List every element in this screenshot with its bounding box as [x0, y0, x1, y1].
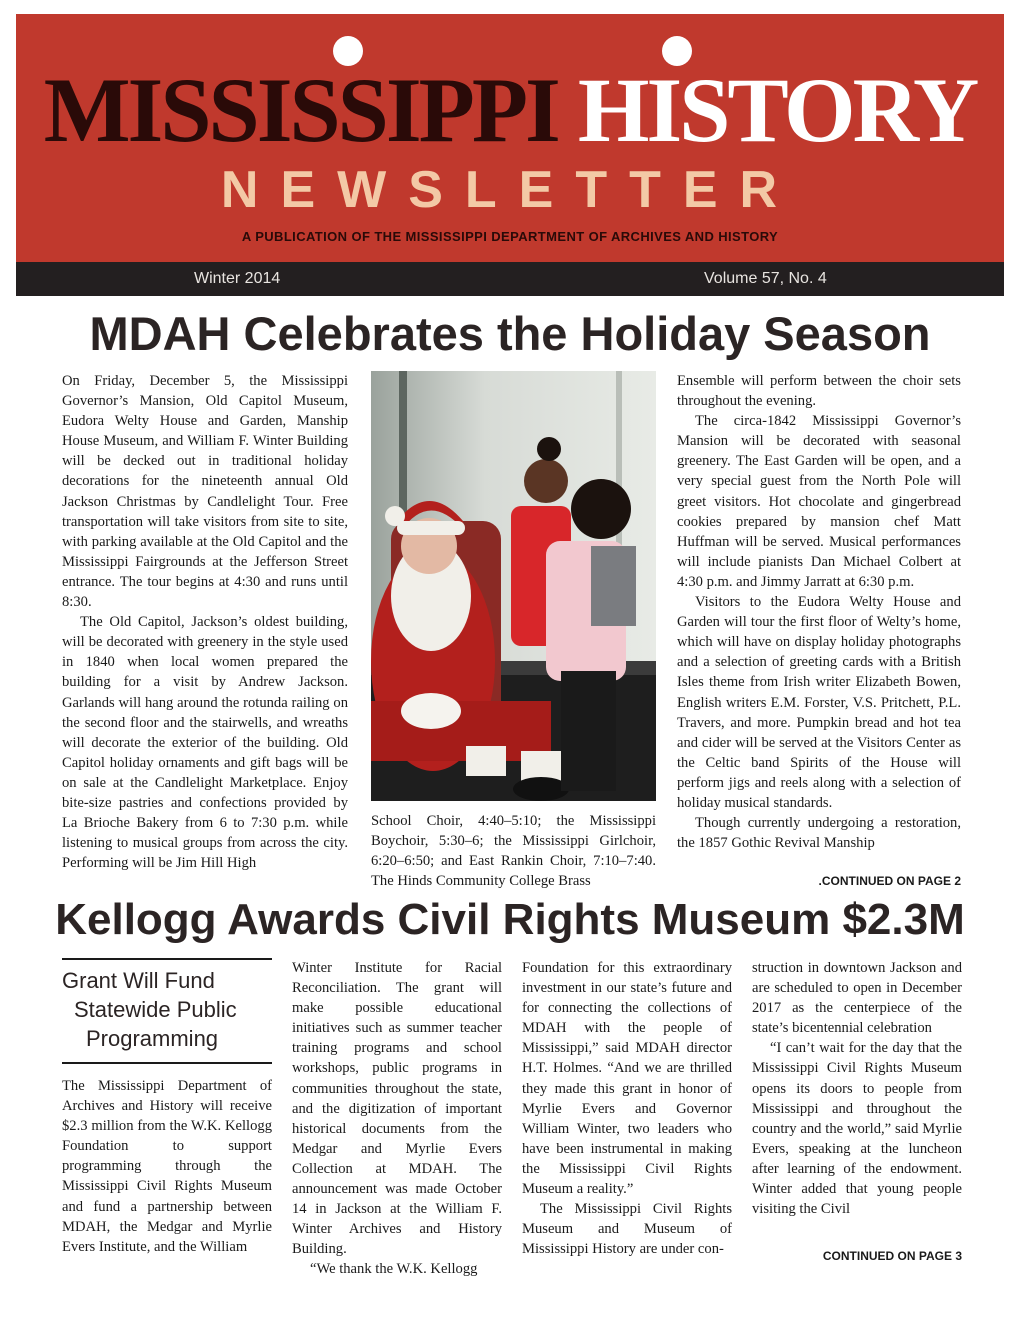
santa-photo	[371, 371, 656, 801]
article1-col2-text: School Choir, 4:40–5:10; the Mississippi Boychoir, 5:30–6; the Mississippi Girlchoir, 6:20–6:50; and East Rankin Choir, 7:10–7:40. The Hinds Community College Brass	[371, 813, 656, 890]
issue-volume: Volume 57, No. 4	[704, 270, 827, 287]
masthead-title	[16, 59, 1004, 161]
article1-col3-para3: Visitors to the Eudora Welty House and Garden will tour the first floor of Welty’s home, which will have on display holiday photographs and a selection of greeting cards with a British Isles theme from Irish writer Elizabeth Bowen, English writers E.M. Forster, V.S. Pritchett, P.L. Travers, and more. Pumpkin bread and hot tea and cider will be served at the Visitors Center as the Celtic band Spirits of the House will perform jigs and reels along with a selection of holiday musical standards.	[677, 594, 961, 811]
article2-column3	[522, 958, 732, 1259]
deck-line2: Statewide Public	[74, 997, 237, 1022]
article1-column3	[677, 371, 961, 853]
publication-line: A PUBLICATION OF THE MISSISSIPPI DEPARTMENT OF ARCHIVES AND HISTORY	[241, 229, 779, 244]
article2-col1-text: The Mississippi Department of Archives and History will receive $2.3 million from the W.K. Kellogg Foundation to support programming through the Mississippi Civil Rights Museum and fund a partnership between MDAH, the Medgar and Myrlie Evers Institute, and the William	[62, 1078, 272, 1255]
article2-column4	[752, 958, 962, 1219]
masthead-banner	[16, 14, 1004, 262]
article2-continued: CONTINUED ON PAGE 3	[822, 1249, 962, 1263]
deck-line3: Programming	[86, 1026, 219, 1051]
article1-column1	[62, 371, 348, 873]
article2-column2	[292, 958, 502, 1280]
issue-band	[16, 262, 1004, 296]
article1-col3-para4: Though currently undergoing a restoration, the 1857 Gothic Revival Manship	[677, 815, 961, 852]
article1-col1-para2: The Old Capitol, Jackson’s oldest building, will be decorated with greenery in the style used in 1840 when local women prepared the building for a visit by Andrew Jackson. Garlands will hang around the rotunda railing on the second floor and the stairwells, and wreaths will decorate the exterior of the building. Old Capitol holiday ornaments and gift bags will be on sale at the Candlelight Marketplace. Enjoy bite-size pastries and confections provided by La Brioche Bakery from 6 to 7:30 p.m. while listening to musical groups from across the city. Performing will be Jim Hill High	[62, 614, 348, 872]
issue-season: Winter 2014	[194, 270, 281, 287]
article1-col3-para2: The circa-1842 Mississippi Governor’s Mansion will be decorated with seasonal greenery. The East Garden will be open, and a very special guest from the North Pole will greet visitors. Hot chocolate and gingerbread cookies prepared by mansion chef Matt Huffman will be served. Musical performances will include pianists Dan Michael Colbert at 4:30 p.m. and Jimmy Jarratt at 6:30 p.m.	[677, 413, 961, 590]
article2-col4-para2: “I can’t wait for the day that the Mississippi Civil Rights Museum opens its doors to people from Mississippi and throughout the country and the world,” said Myrlie Evers, speaking at the luncheon after learning of the endowment. Winter added that young people visiting the Civil	[752, 1040, 962, 1218]
masthead-subtitle: NEWSLETTER	[220, 161, 800, 219]
article2-headline: Kellogg Awards Civil Rights Museum $2.3M	[55, 895, 965, 944]
article2-col3-para2: The Mississippi Civil Rights Museum and Museum of Mississippi History are under con-	[522, 1201, 732, 1258]
masthead-title-part1: MISSISSIPPI	[43, 59, 558, 161]
santa-photo-image	[371, 371, 656, 801]
masthead-title-part2: HISTORY	[577, 59, 977, 161]
article1-col1-para1: On Friday, December 5, the Mississippi Governor’s Mansion, Old Capitol Museum, Eudora Welty House and Garden, Manship House Museum, and William F. Winter Building will be decked out in traditional holiday decorations for the nineteenth annual Old Jackson Christmas by Candlelight Tour. Free transportation will take visitors from site to site, with parking available at the Old Capitol and the Mississippi Fairgrounds at the Jefferson Street entrance. The tour begins at 4:30 and runs until 8:30.	[62, 373, 348, 611]
article2-col4-para1: struction in downtown Jackson and are scheduled to open in December 2017 as the centerpiece of the state’s bicentennial celebration	[752, 960, 962, 1037]
article2-deck	[62, 966, 272, 1053]
article1-column2	[371, 811, 656, 891]
article2-col2-para1: Winter Institute for Racial Reconciliation. The grant will make possible educational initiatives such as summer teacher training programs and school workshops, public programs in communities throughout the state, and the digitization of important historical documents from the Medgar and Myrlie Evers Collection at MDAH. The announcement was made October 14 in Jackson at the William F. Winter Archives and History Building.	[292, 960, 502, 1258]
article2-column1	[62, 1076, 272, 1257]
deck-rule-top	[62, 958, 272, 960]
deck-line1: Grant Will Fund	[62, 968, 215, 993]
article1-headline: MDAH Celebrates the Holiday Season	[89, 307, 931, 360]
article1-continued: .CONTINUED ON PAGE 2	[818, 874, 961, 888]
article2-col2-para2: “We thank the W.K. Kellogg	[310, 1261, 478, 1278]
deck-rule-bottom	[62, 1062, 272, 1064]
article1-col3-para1: Ensemble will perform between the choir sets throughout the evening.	[677, 373, 961, 410]
article2-col3-para1: Foundation for this extraordinary investment in our state’s future and for connecting the collections of MDAH with the people of Mississippi,” said MDAH director H.T. Holmes. “And we are thrilled they made this grant in honor of Myrlie Evers and Governor William Winter, two leaders who have been instrumental in making the Mississippi Civil Rights Museum a reality.”	[522, 960, 732, 1198]
